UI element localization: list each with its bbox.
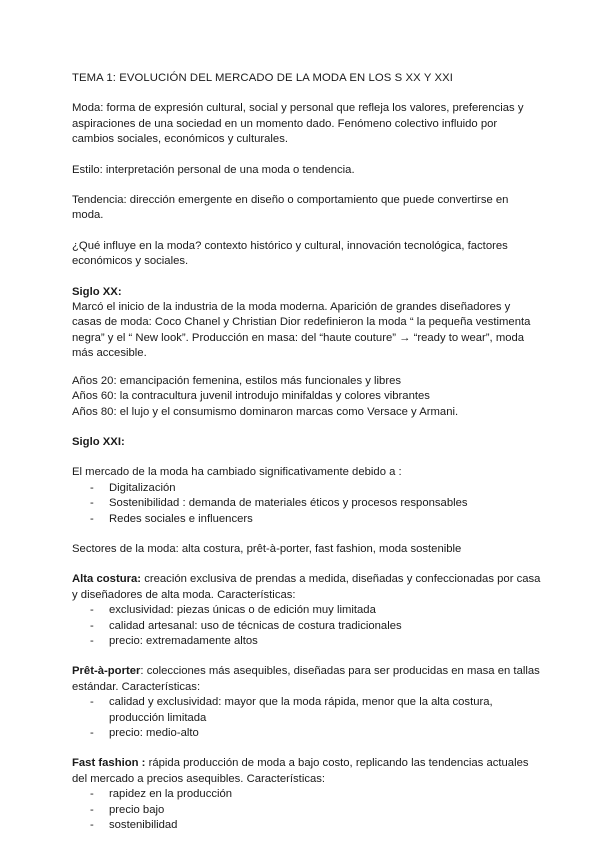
- definition-moda: Moda: forma de expresión cultural, social y personal que refleja los valores, preferencias y aspiraciones de una sociedad en un momento dado. Fenómeno colectivo influido por cambios sociales, económicos y culturales.: [72, 102, 524, 146]
- decade-item: Años 20: emancipación femenina, estilos más funcionales y libres: [72, 374, 402, 387]
- list-item: - sostenibilidad: [72, 818, 542, 833]
- list-item: - Digitalización: [72, 481, 542, 496]
- list-item: - Redes sociales e influencers: [72, 512, 542, 527]
- decade-item: Años 60: la contracultura juvenil introdujo minifaldas y colores vibrantes: [72, 390, 430, 403]
- siglo-xxi-list: [72, 481, 542, 527]
- sectores-text: Sectores de la moda: alta costura, prêt-à-porter, fast fashion, moda sostenible: [72, 542, 462, 555]
- fast-fashion-text: Fast fashion : rápida producción de moda a bajo costo, replicando las tendencias actuales del mercado a precios asequibles. Características:: [72, 757, 529, 785]
- definition-estilo: Estilo: interpretación personal de una moda o tendencia.: [72, 163, 355, 176]
- section-heading-siglo-xx: Siglo XX:: [72, 285, 122, 298]
- list-item: - precio: medio-alto: [72, 726, 542, 741]
- definition-tendencia: Tendencia: dirección emergente en diseño o comportamiento que puede convertirse en moda.: [72, 194, 509, 222]
- decades-list: [72, 374, 542, 420]
- definition-influye: ¿Qué influye en la moda? contexto histórico y cultural, innovación tecnológica, factores económicos y sociales.: [72, 239, 508, 268]
- list-item: - Sostenibilidad : demanda de materiales éticos y procesos responsables: [72, 496, 542, 511]
- alta-costura-list: [72, 603, 542, 649]
- document-body: [72, 71, 542, 833]
- pret-a-porter-text: Prêt-à-porter: colecciones más asequibles, diseñadas para ser producidas en masa en tallas estándar. Características:: [72, 665, 540, 693]
- pret-a-porter-term: Prêt-à-porter: [72, 665, 141, 678]
- list-item: - rapidez en la producción: [72, 787, 542, 802]
- list-item: - calidad artesanal: uso de técnicas de costura tradicionales: [72, 619, 542, 634]
- page-title: TEMA 1: EVOLUCIÓN DEL MERCADO DE LA MODA EN LOS S XX Y XXI: [72, 72, 454, 84]
- decade-item: Años 80: el lujo y el consumismo dominaron marcas como Versace y Armani.: [72, 405, 459, 418]
- alta-costura-text: Alta costura: creación exclusiva de prendas a medida, diseñadas y confeccionadas por casa y diseñadores de alta moda. Características:: [72, 573, 541, 601]
- list-item: - precio: extremadamente altos: [72, 634, 542, 649]
- siglo-xx-intro: Marcó el inicio de la industria de la moda moderna. Aparición de grandes diseñadores y casas de moda: Coco Chanel y Christian Dior redefinieron la moda “ la pequeña vestimenta negra” y el “ New look”. Producción en masa: del “haute couture” → “ready to wear”, moda más accesible.: [72, 301, 531, 360]
- list-item: - precio bajo: [72, 803, 542, 818]
- siglo-xxi-intro: El mercado de la moda ha cambiado significativamente debido a :: [72, 466, 402, 479]
- list-item: - exclusividad: piezas únicas o de edición muy limitada: [72, 603, 542, 618]
- fast-fashion-term: Fast fashion :: [72, 757, 146, 770]
- list-item: - calidad y exclusividad: mayor que la moda rápida, menor que la alta costura, producción limitada: [72, 695, 542, 726]
- alta-costura-term: Alta costura:: [72, 573, 142, 586]
- pret-a-porter-list: [72, 695, 542, 741]
- fast-fashion-list: [72, 787, 542, 833]
- section-heading-siglo-xxi: Siglo XXI:: [72, 435, 125, 448]
